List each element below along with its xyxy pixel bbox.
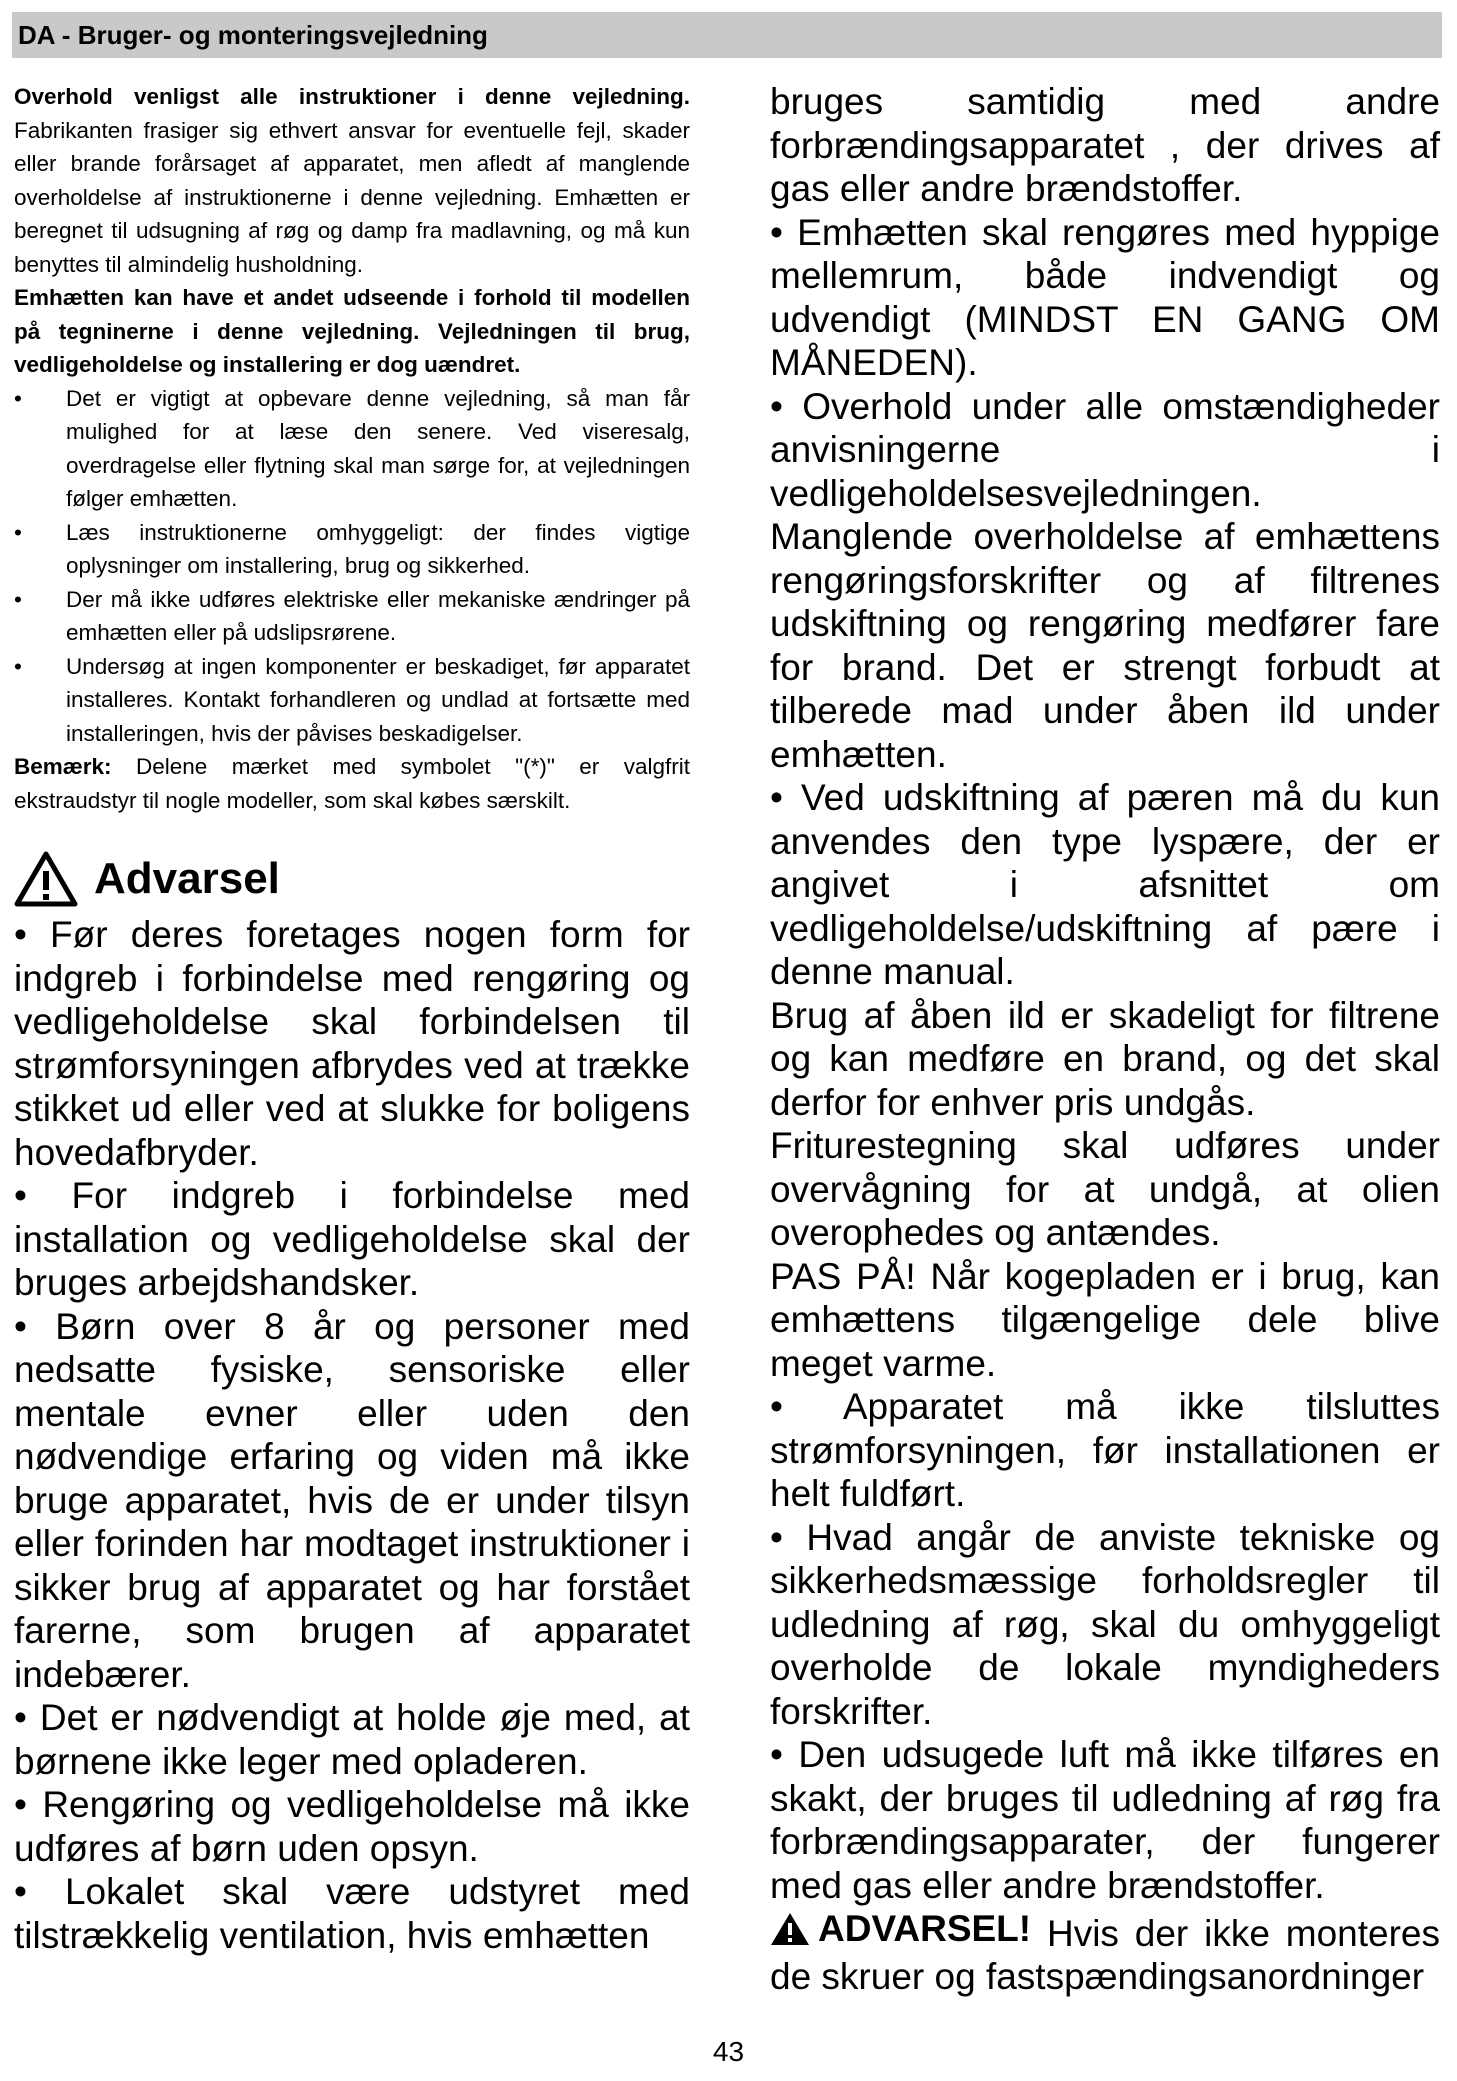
warning-heading xyxy=(14,851,690,907)
right-paragraph: • Apparatet må ikke tilsluttes strømforsyningen, før installationen er helt fuldført. xyxy=(770,1386,1440,1514)
note-text: Delene mærket med symbolet "(*)" er valgfrit ekstraudstyr til nogle modeller, som skal købes særskilt. xyxy=(14,754,690,813)
bullet-item: • Der må ikke udføres elektriske eller mekaniske ændringer på emhætten eller på udslipsrørene. xyxy=(14,583,690,650)
warning-triangle-icon xyxy=(14,851,78,907)
warning-paragraph: • Børn over 8 år og personer med nedsatte fysiske, sensoriske eller mentale evner eller uden den nødvendige erfaring og viden må ikke bruge apparatet, hvis de er under tilsyn eller forinden har modtaget instruktioner i sikker brug af apparatet og har forstået farerne, som brugen af apparatet indebærer. xyxy=(14,1305,690,1695)
final-warning xyxy=(770,1907,1440,1999)
final-warning-label: ADVARSEL! xyxy=(818,1908,1032,1949)
right-paragraph: Brug af åben ild er skadeligt for filtrene og kan medføre en brand, og det skal derfor for enhver pris undgås. xyxy=(770,994,1440,1123)
right-column xyxy=(770,80,1440,1999)
section-title: DA - Bruger- og monteringsvejledning xyxy=(18,19,488,50)
page-number: 43 xyxy=(712,2036,745,2067)
intro-bold: Overhold venligst alle instruktioner i denne vejledning. xyxy=(14,84,690,109)
warning-paragraph: • Det er nødvendigt at holde øje med, at børnene ikke leger med opladeren. xyxy=(14,1697,690,1782)
warning-paragraph: • Lokalet skal være udstyret med tilstrækkelig ventilation, hvis emhætten xyxy=(14,1871,690,1956)
appearance-note: Emhætten kan have et andet udseende i forhold til modellen på tegninerne i denne vejledning. Vejledningen til brug, vedligeholdelse og installering er dog uændret. xyxy=(14,285,690,377)
right-paragraph: Manglende overholdelse af emhættens rengøringsforskrifter og af filtrenes udskiftning og rengøring medfører fare for brand. Det er strengt forbudt at tilberede mad under åben ild under emhætten. xyxy=(770,516,1440,775)
warning-block xyxy=(14,913,690,1957)
section-header xyxy=(12,12,1442,58)
warning-paragraph: • Rengøring og vedligeholdelse må ikke udføres af børn uden opsyn. xyxy=(14,1784,690,1869)
right-paragraph: Friturestegning skal udføres under overvågning for at undgå, at olien overophedes og antændes. xyxy=(770,1125,1440,1253)
warning-paragraph: • Før deres foretages nogen form for indgreb i forbindelse med rengøring og vedligeholdelse skal forbindelsen til strømforsyningen afbrydes ved at trække stikket ud eller ved at slukke for boligens hovedafbryder. xyxy=(14,914,690,1173)
intro-text: Fabrikanten frasiger sig ethvert ansvar for eventuelle fejl, skader eller brande forårsaget af apparatet, men afledt af manglende overholdelse af instruktionerne i denne vejledning. Emhætten er beregnet til udsugning af røg og damp fra madlavning, og må kun benyttes til almindelig husholdning. xyxy=(14,117,690,277)
note-label: Bemærk: xyxy=(14,754,112,779)
bullet-item: • Undersøg at ingen komponenter er beskadiget, før apparatet installeres. Kontakt forhandleren og undlad at fortsætte med installeringen, hvis der påvises beskadigelser. xyxy=(14,650,690,751)
right-paragraph: • Ved udskiftning af pæren må du kun anvendes den type lyspære, der er angivet i afsnittet om vedligeholdelse/udskiftning af pære i denne manual. xyxy=(770,777,1440,992)
right-paragraph: • Overhold under alle omstændigheder anvisningerne i vedligeholdelsesvejledningen. xyxy=(770,385,1440,514)
right-paragraph: PAS PÅ! Når kogepladen er i brug, kan emhættens tilgængelige dele blive meget varme. xyxy=(770,1255,1440,1384)
right-paragraph: • Den udsugede luft må ikke tilføres en skakt, der bruges til udledning af røg fra forbrændingsapparater, der fungerer med gas eller andre brændstoffer. xyxy=(770,1734,1440,1906)
warning-paragraph: • For indgreb i forbindelse med installation og vedligeholdelse skal der bruges arbejdshandsker. xyxy=(14,1175,690,1303)
warning-filled-icon xyxy=(770,1912,810,1946)
right-paragraph: • Emhætten skal rengøres med hyppige mellemrum, både indvendigt og udvendigt (MINDST EN GANG OM MÅNEDEN). xyxy=(770,211,1440,383)
bullet-item: • Læs instruktionerne omhyggeligt: der findes vigtige oplysninger om installering, brug og sikkerhed. xyxy=(14,516,690,583)
intro-block xyxy=(14,80,690,817)
right-paragraph: bruges samtidig med andre forbrændingsapparatet , der drives af gas eller andre brændstoffer. xyxy=(770,81,1440,209)
note xyxy=(14,750,690,817)
bullet-item: • Det er vigtigt at opbevare denne vejledning, så man får mulighed for at læse den senere. Ved viseresalg, overdragelse eller flytning skal man sørge for, at vejledningen følger emhætten. xyxy=(14,382,690,516)
left-column xyxy=(14,80,690,1957)
final-warning-label-wrap xyxy=(770,1907,1031,1951)
warning-title: Advarsel xyxy=(94,854,280,903)
right-paragraph: • Hvad angår de anviste tekniske og sikkerhedsmæssige forholdsregler til udledning af røg, skal du omhyggeligt overholde de lokale myndigheders forskrifter. xyxy=(770,1516,1440,1732)
final-warning-text: Hvis der ikke monteres de skruer og fastspændingsanordninger xyxy=(770,1912,1441,1998)
